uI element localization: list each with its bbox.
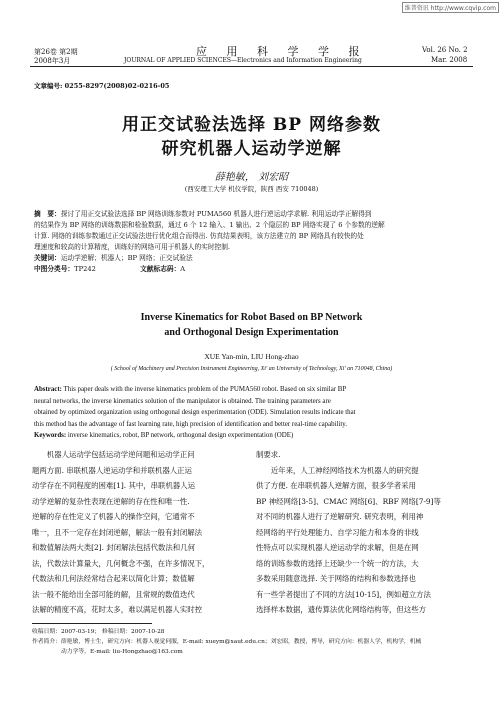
title-cn-line1: 用正交试验法选择 BP 网络参数 bbox=[122, 115, 381, 135]
body-right-column bbox=[256, 447, 471, 618]
journal-name-cn: 应 用 科 学 学 报 bbox=[196, 45, 368, 58]
footnote-authors-cont: 动力学等，E-mail: liu-Hongzhao@163.com bbox=[32, 649, 183, 655]
volume-issue-en: Vol. 26 No. 2 bbox=[422, 46, 468, 54]
footnote-authors: 作者简介：薛艳敏，博士生，研究方向：机器人视觉伺服，E-mail: xueym@xaut.edu.cn；刘宏昭，教授，博导，研究方向：机器人学，机构学，机械 bbox=[32, 639, 422, 645]
body-line: 和数值解法两大类[2]. 封闭解法包括代数法和几何 bbox=[32, 543, 195, 552]
title-en-line1: Inverse Kinematics for Robot Based on BP Network bbox=[140, 312, 363, 323]
keywords-cn-label: 关键词： bbox=[34, 254, 61, 262]
doc-code: A bbox=[180, 265, 186, 273]
abstract-cn-label: 摘 要： bbox=[34, 210, 61, 218]
keywords-cn: 运动学逆解；机器人；BP 网络；正交试验法 bbox=[60, 254, 193, 262]
footnote-rule bbox=[32, 623, 152, 624]
body-line: 对不同的机器人进行了逆解研究. 研究表明，利用神 bbox=[256, 512, 424, 521]
body-line: BP 神经网络[3-5]、CMAC 网络[6]、RBF 网络[7-9]等 bbox=[256, 496, 441, 506]
abstract-cn-line: 探讨了用正交试验法选择 BP 网络训练参数对 PUMA560 机器人进行逆运动学求解. 利用运动学正解得到 bbox=[60, 210, 372, 218]
body-line: 动学存在不同程度的困难[1]. 其中，串联机器人运 bbox=[32, 481, 195, 490]
abstract-cn bbox=[34, 209, 471, 275]
body-line: 多数采用随意选择. 关于网络的结构和参数选择也 bbox=[256, 574, 416, 583]
class-number: TP242 bbox=[74, 265, 96, 273]
article-number: 文章编号: 0255-8297(2008)02-0216-05 bbox=[34, 82, 170, 90]
class-number-label: 中图分类号： bbox=[34, 265, 75, 273]
authors-en: XUE Yan-min, LIU Hong-zhao bbox=[204, 352, 299, 361]
doc-code-label: 文献标志码： bbox=[140, 265, 181, 273]
body-line: 唯一，且不一定存在封闭逆解，解法一般有封闭解法 bbox=[32, 527, 202, 537]
body-line: 络的训练参数的选择上还缺少一个统一的方法，大 bbox=[256, 558, 419, 568]
abstract-en-line: obtained by optimized organization using orthogonal design experimentation (ODE). Simulation results indicate that bbox=[34, 409, 356, 416]
volume-issue-cn: 第26卷 第2期 bbox=[34, 48, 78, 56]
body-line: 法，代数法计算量大，几何概念不强，在许多情况下， bbox=[32, 558, 210, 568]
footnotes bbox=[32, 627, 472, 657]
affiliation-cn: (西安理工大学 机仪学院，陕西 西安 710048) bbox=[184, 185, 319, 193]
abstract-en bbox=[34, 384, 471, 442]
body-line: 经网络的平行处理能力、自学习能力和本身的非线 bbox=[256, 527, 419, 537]
body-line: 题两方面. 串联机器人逆运动学和并联机器人正运 bbox=[32, 465, 192, 475]
affiliation-en: ( School of Machinery and Precision Instrument Engineering, Xi' an University of Technology, Xi' an 710048, China) bbox=[110, 366, 393, 372]
date-cn: 2008年3月 bbox=[34, 57, 71, 65]
body-left-column bbox=[32, 447, 244, 618]
abstract-en-label: Abstract: bbox=[34, 386, 62, 393]
body-line: 选择样本数据，遗传算法优化网络结构等，但这些方 bbox=[256, 605, 426, 614]
abstract-cn-line: 的结果作为 BP 网络的训练数据和检验数据，通过 6 个 12 输入、1 输出、2 个隐层的 BP 网络实现了 6 个参数的逆解 bbox=[34, 221, 385, 229]
date-en: Mar. 2008 bbox=[431, 56, 468, 64]
watermark: 维普资讯 http://www.cqvip.com bbox=[402, 2, 499, 13]
title-cn-line2: 研究机器人运动学逆解 bbox=[161, 139, 342, 159]
header-rule bbox=[30, 66, 473, 67]
abstract-cn-line: 计算. 网络的训练参数通过正交试验法进行优化组合而得出. 仿真结果表明，该方法建立的 BP 网络具有较快的处 bbox=[34, 232, 364, 240]
body-line: 法一般不能给出全部可能的解，且常规的数值迭代 bbox=[32, 589, 195, 599]
abstract-cn-line: 理速度和较高的计算精度，训练好的网络可用于机器人的实时控制. bbox=[34, 243, 231, 251]
body-line: 近年来，人工神经网络技术为机器人的研究提 bbox=[256, 465, 419, 475]
body-line: 逆解的存在性定义了机器人的操作空间，它通常不 bbox=[32, 512, 195, 521]
keywords-en-label: Keywords: bbox=[34, 432, 67, 439]
abstract-en-line: neural networks, the inverse kinematics solution of the manipulator is obtained. The training parameters are bbox=[34, 397, 331, 405]
body-line: 法解的精度不高，花时太多，难以满足机器人实时控 bbox=[32, 605, 202, 614]
body-line: 供了方便. 在串联机器人逆解方面，很多学者采用 bbox=[256, 481, 416, 490]
body-line: 机器人运动学包括运动学逆问题和运动学正问 bbox=[32, 450, 195, 459]
authors-cn: 薛艳敏， 刘宏昭 bbox=[214, 172, 289, 183]
abstract-en-line: This paper deals with the inverse kinematics problem of the PUMA560 robot. Based on six similar BP bbox=[61, 386, 347, 393]
body-line: 动学逆解的复杂性表现在逆解的存在性和唯一性. bbox=[32, 496, 190, 506]
title-en-line2: and Orthogonal Design Experimentation bbox=[164, 327, 339, 338]
body-line: 代数法和几何法经常结合起来以简化计算；数值解 bbox=[32, 574, 195, 583]
body-line: 制要求. bbox=[256, 450, 281, 459]
body-line: 有一些学者提出了不同的方法[10-15]，例如超立方法 bbox=[256, 589, 431, 599]
abstract-en-line: this method has the advantage of fast learning rate, high precision of identification and better real-time capability. bbox=[34, 420, 347, 428]
footnote-dates: 收稿日期：2007-03-19； 修稿日期：2007-10-28 bbox=[32, 629, 165, 635]
body-line: 性特点可以实现机器人逆运动学的求解，但是在网 bbox=[256, 543, 419, 552]
keywords-en: inverse kinematics, robot, BP network, orthogonal design experimentation (ODE) bbox=[66, 432, 294, 439]
journal-name-en: JOURNAL OF APPLIED SCIENCES—Electronics and Information Engineering bbox=[124, 57, 362, 64]
